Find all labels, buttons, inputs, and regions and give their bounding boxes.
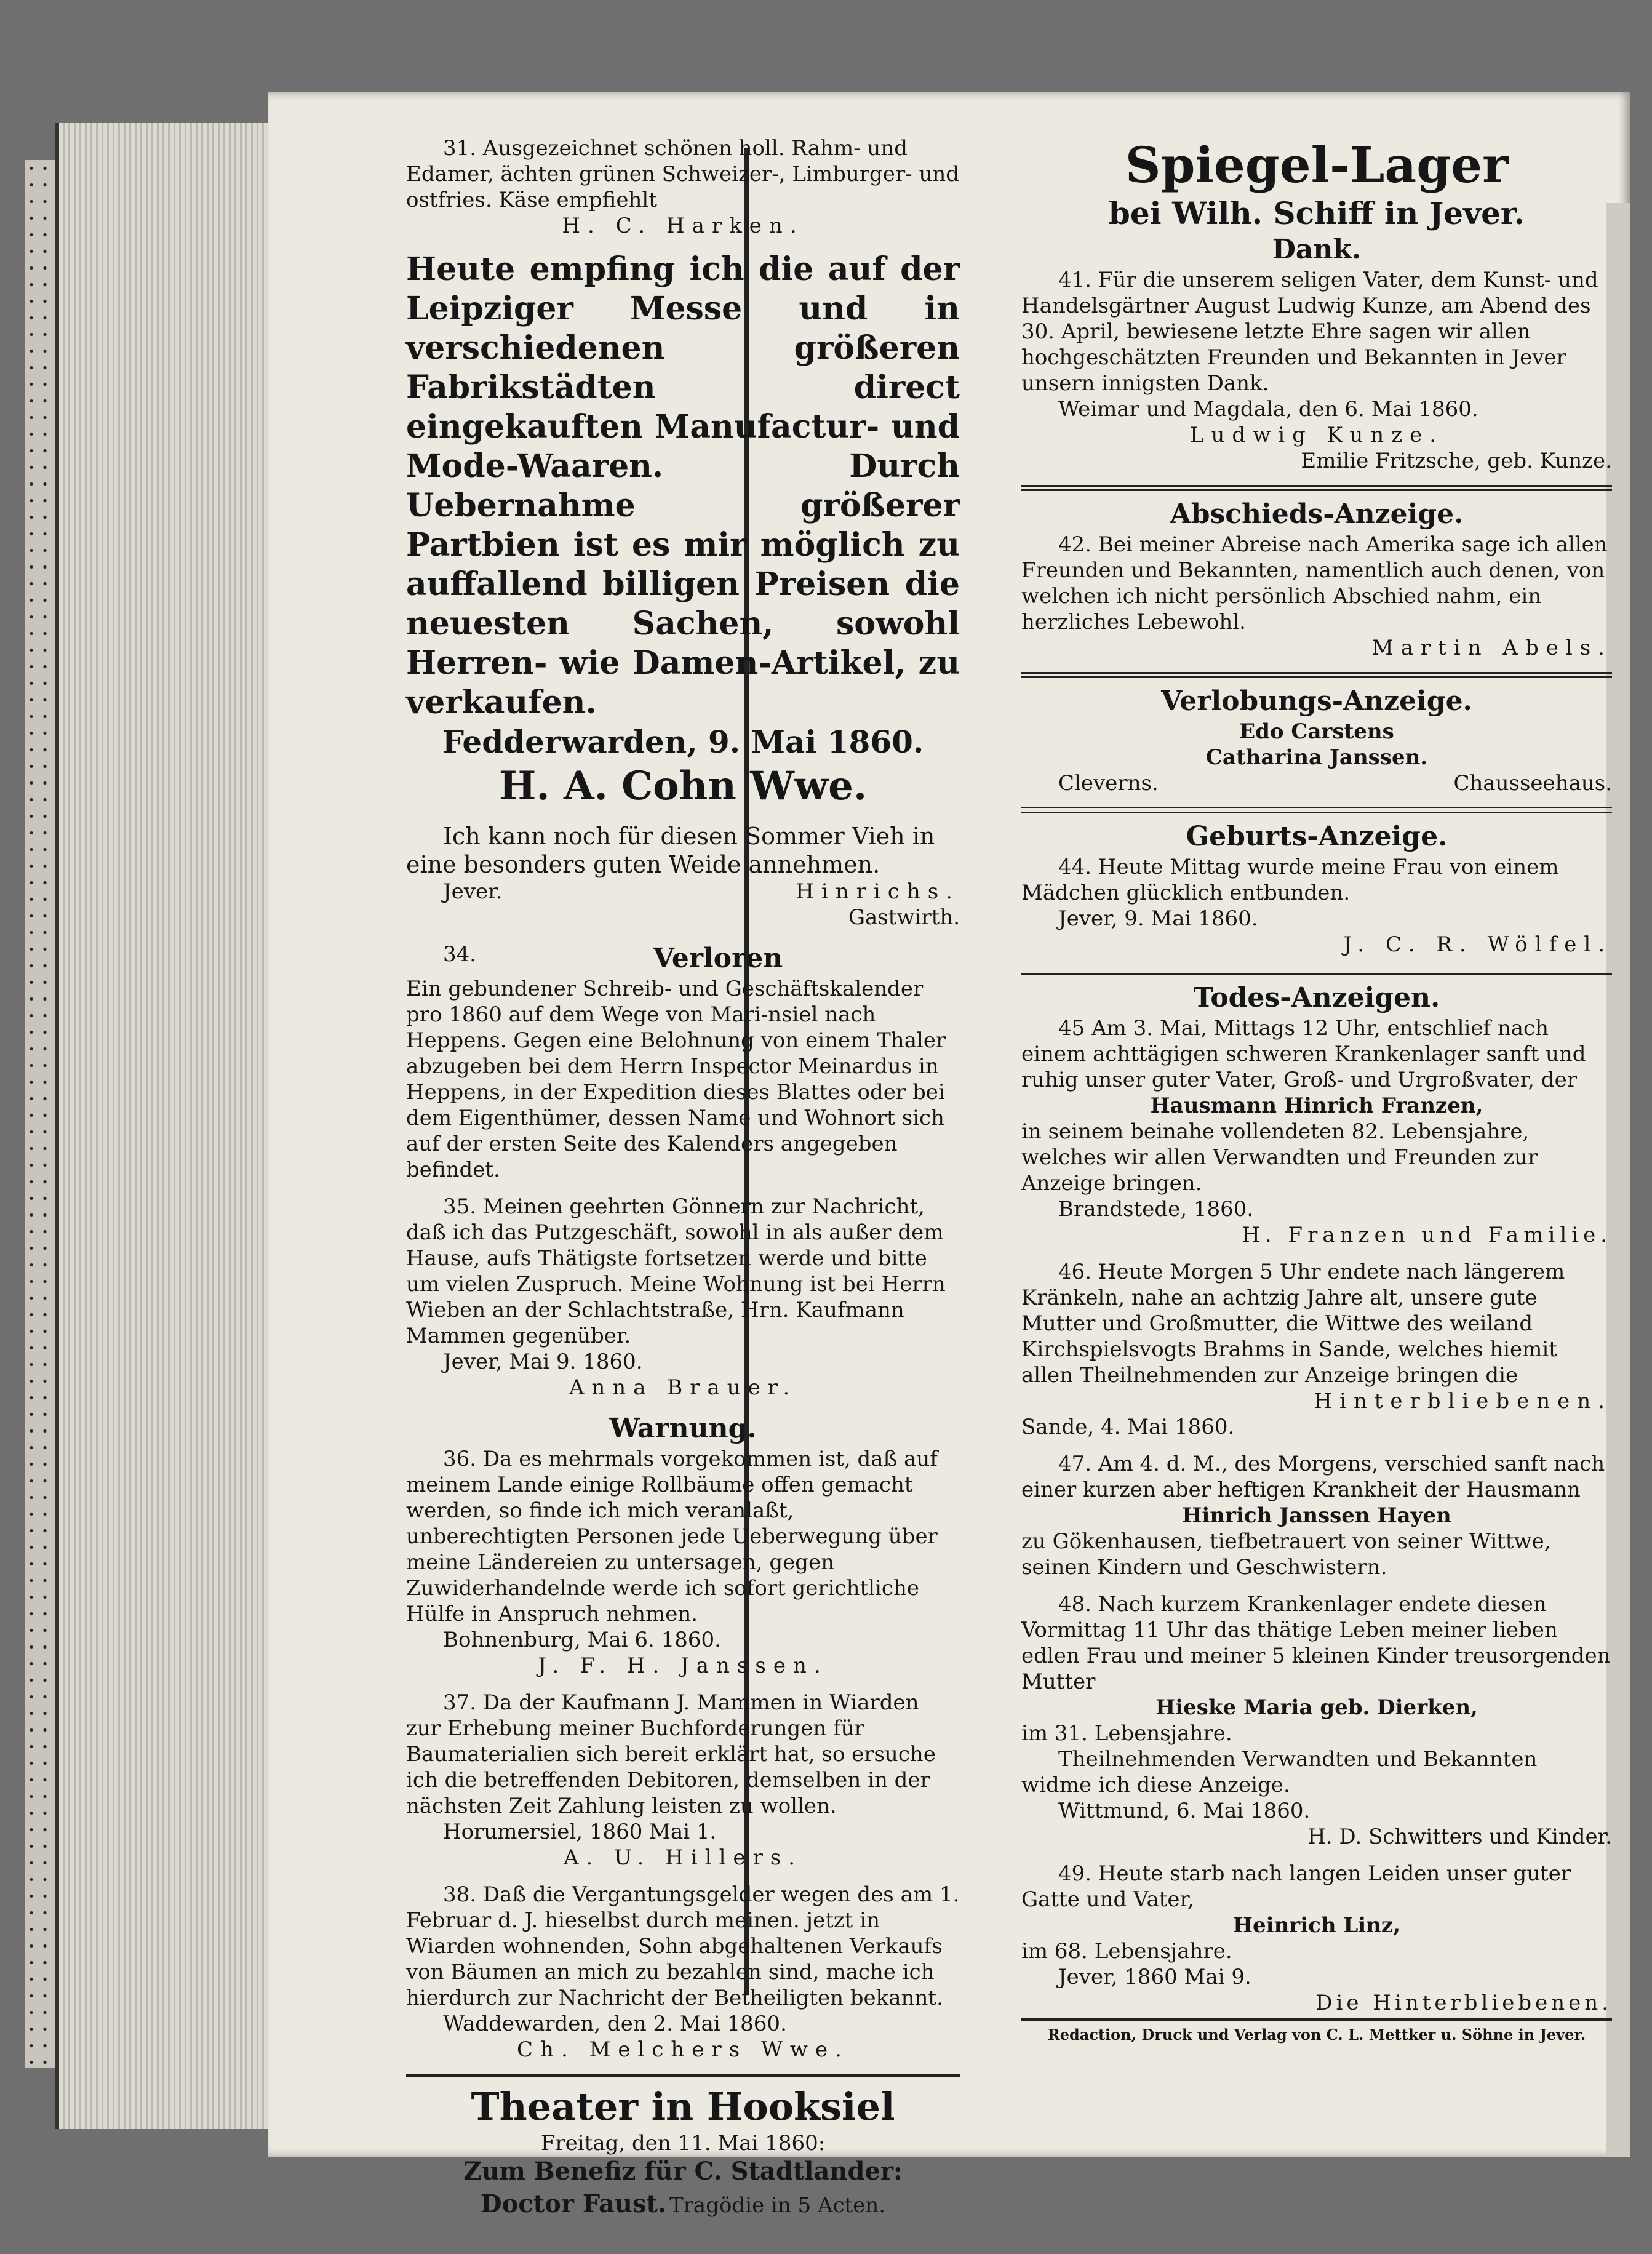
ad-38-date: Waddewarden, den 2. Mai 1860. [443,2012,787,2036]
ad-44-title: Geburts-Anzeige. [1186,821,1448,852]
ad-46-signature: Hinterbliebenen. [1314,1389,1612,1413]
ad-49-age: im 68. Lebensjahre. [1021,1939,1232,1964]
ad-49 [1021,1861,1612,2016]
ad-42-signature: Martin Abels. [1371,636,1612,660]
rule-verlobung [1021,807,1612,813]
ad-34-number: 34. [443,942,477,967]
ad-42-title: Abschieds-Anzeige. [1170,498,1464,530]
ad-34-title: Verloren [653,943,783,974]
ad-41-date: Weimar und Magdala, den 6. Mai 1860. [1058,397,1478,422]
ad-35-signature: Anna Brauer. [569,1375,797,1400]
rule-41 [1021,485,1612,491]
spiegel-subtitle: bei Wilh. Schiff in Jever. [1108,195,1525,231]
ad-vieh [406,822,960,930]
ad-36-signature: J. F. H. Janssen. [538,1653,828,1678]
ad-vieh-role: Gastwirth. [848,905,960,930]
ad-34-text: Ein gebundener Schreib- und Geschäftskalender pro 1860 auf dem Wege von Mari-nsiel nach Heppens. Gegen eine Belohnung von einem Thaler abzugeben bei dem Herrn Inspector Meinardus in Heppens, in der Expedition dieses Blattes oder bei dem Eigenthümer, dessen Name und Wohnort sich auf der ersten Seite des Kalenders angegeben befindet. [406,977,946,1182]
ad-38-text: 38. Daß die Vergantungsgelder wegen des am 1. Februar d. J. hieselbst durch meinen. jetzt in Wiarden wohnenden, Sohn abgehaltenen Verkaufs von Bäumen an mich zu bezahlen sind, mache ich hierdurch zur Nachricht der Betheiligten bekannt. [406,1882,960,2010]
theater-play-rest: Tragödie in 5 Acten. [669,2193,886,2218]
page-stack-edge [55,123,281,2129]
ad-46-date: Sande, 4. Mai 1860. [1021,1415,1235,1439]
ad-47 [1021,1451,1612,1580]
ad-theater [406,2084,960,2221]
ad-vieh-name: Hinrichs. [796,879,960,904]
ad-48-text: 48. Nach kurzem Krankenlager endete diesen Vormittag 11 Uhr das thätige Leben meiner lieben edlen Frau und meiner 5 kleinen Kinder treusorgenden Mutter [1021,1592,1611,1694]
ad-heute-text: Heute empfing ich die auf der Leipziger Messe und in verschiedenen größeren Fabrikstädten direct eingekauften Manufactur- und Mode-Waaren. Durch Uebernahme größerer Partbien ist es mir möglich zu auffallend billigen Preisen die neuesten Sachen, sowohl Herren- wie Damen-Artikel, zu verkaufen. [406,250,960,721]
ad-37 [406,1690,960,1871]
theater-play-line [406,2187,960,2221]
ad-45-signature: H. Franzen und Familie. [1242,1223,1612,1247]
ad-48-date: Wittmund, 6. Mai 1860. [1058,1799,1311,1823]
ad-34 [406,941,960,1183]
ad-45-date: Brandstede, 1860. [1058,1197,1254,1221]
ad-48-rest: Theilnehmenden Verwandten und Bekannten widme ich diese Anzeige. [1021,1747,1538,1797]
ad-36 [406,1412,960,1679]
ad-41-text: 41. Für die unserem seligen Vater, dem Kunst- und Handelsgärtner August Ludwig Kunze, am Abend des 30. April, bewiesene letzte Ehre sagen wir allen hochgeschätzten Freunden und Bekannten in Jever unsern innigsten Dank. [1021,268,1598,396]
ad-47-name: Hinrich Janssen Hayen [1182,1503,1451,1528]
ad-35-text: 35. Meinen geehrten Gönnern zur Nachricht, daß ich das Putzgeschäft, sowohl in als außer dem Hause, aufs Thätigste fortsetzen werde und bitte um vielen Zuspruch. Meine Wohnung ist bei Herrn Wieben an der Schlachtstraße, Hrn. Kaufmann Mammen gegenüber. [406,1194,946,1348]
ad-49-signature: Die Hinterbliebenen. [1315,1991,1612,2015]
ad-31-text: 31. Ausgezeichnet schönen holl. Rahm- und Edamer, ächten grünen Schweizer-, Limburger- und ostfries. Käse empfiehlt [406,136,960,212]
ad-49-date: Jever, 1860 Mai 9. [1058,1965,1251,1989]
ad-37-signature: A. U. Hillers. [563,1845,803,1870]
ad-35-date: Jever, Mai 9. 1860. [443,1349,643,1374]
ad-36-title: Warnung. [609,1413,757,1444]
ad-48 [1021,1591,1612,1850]
left-column [406,135,960,2232]
verlobung-name-2: Catharina Janssen. [1205,745,1428,770]
ad-44-signature: J. C. R. Wölfel. [1343,932,1612,957]
ad-47-text: 47. Am 4. d. M., des Morgens, verschied sanft nach einer kurzen aber heftigen Krankheit der Hausmann [1021,1452,1605,1502]
spiegel-title: Spiegel-Lager [1125,136,1509,194]
ad-48-age: im 31. Lebensjahre. [1021,1721,1232,1746]
ad-heute-firm: H. A. Cohn Wwe. [498,763,868,809]
rule-44 [1021,969,1612,975]
ad-46-text: 46. Heute Morgen 5 Uhr endete nach längerem Kränkeln, nahe an achtzig Jahre alt, unsere gute Mutter und Großmutter, die Wittwe des weiland Kirchspielsvogts Brahms in Sande, welches hiemit allen Theilnehmenden zur Anzeige bringen die [1021,1260,1565,1388]
ad-41-signature-2: Emilie Fritzsche, geb. Kunze. [1301,449,1612,473]
ad-44 [1021,820,1612,957]
verlobung-place-1: Cleverns. [1058,771,1159,796]
rule-theater [406,2074,960,2077]
ad-44-date: Jever, 9. Mai 1860. [1058,906,1258,931]
ad-48-signature: H. D. Schwitters und Kinder. [1307,1824,1612,1849]
ad-vieh-place: Jever. [443,879,503,904]
ad-37-text: 37. Da der Kaufmann J. Mammen in Wiarden zur Erhebung meiner Buchforderungen für Baumaterialien sich bereit erklärt hat, so ersuche ich die betreffenden Debitoren, demselben in der nächsten Zeit Zahlung leisten zu wollen. [406,1690,936,1818]
ad-36-date: Bohnenburg, Mai 6. 1860. [443,1628,721,1652]
ad-38-signature: Ch. Melchers Wwe. [517,2037,849,2062]
ad-45-text: 45 Am 3. Mai, Mittags 12 Uhr, entschlief nach einem achttägigen schweren Krankenlager sanft und ruhig unser guter Vater, Groß- und Urgroßvater, der [1021,1016,1586,1092]
ad-35 [406,1194,960,1401]
ad-41 [1021,233,1612,474]
theater-benefiz: Zum Benefiz für C. Stadtlander: [463,2157,903,2186]
theater-title: Theater in Hooksiel [471,2084,895,2129]
ad-49-text: 49. Heute starb nach langen Leiden unser guter Gatte und Vater, [1021,1861,1571,1912]
ad-heute [406,250,960,811]
ad-48-name: Hieske Maria geb. Dierken, [1155,1695,1478,1720]
ad-41-signature-1: Ludwig Kunze. [1189,423,1444,447]
ad-31-signature: H. C. Harken. [562,214,804,238]
ad-49-name: Heinrich Linz, [1232,1913,1401,1938]
theater-date: Freitag, den 11. Mai 1860: [540,2131,826,2156]
rule-42 [1021,672,1612,678]
ad-36-text: 36. Da es mehrmals vorgekommen ist, daß auf meinem Lande einige Rollbäume offen gemacht werden, so finde ich mich veranlaßt, unberechtigten Personen jede Ueberwegung über meine Ländereien zu untersagen, gegen Zuwiderhandelnde werde ich sofort gerichtliche Hülfe in Anspruch nehmen. [406,1447,938,1626]
ad-45 [1021,1015,1612,1248]
right-column [1021,135,1612,2027]
ad-41-title: Dank. [1272,234,1362,265]
ad-31 [406,135,960,239]
ad-38 [406,1882,960,2063]
ad-44-text: 44. Heute Mittag wurde meine Frau von einem Mädchen glücklich entbunden. [1021,855,1559,905]
ad-heute-date: Fedderwarden, 9. Mai 1860. [442,724,924,760]
ad-42 [1021,497,1612,661]
todes-title: Todes-Anzeigen. [1193,982,1440,1013]
verlobung-title: Verlobungs-Anzeige. [1161,685,1472,717]
ad-vieh-text: Ich kann noch für diesen Sommer Vieh in eine besonders guten Weide annehmen. [406,823,935,878]
imprint-footer: Redaction, Druck und Verlag von C. L. Mettker u. Söhne in Jever. [1021,2018,1612,2044]
ad-37-date: Horumersiel, 1860 Mai 1. [443,1820,717,1844]
ad-46 [1021,1259,1612,1440]
ad-42-text: 42. Bei meiner Abreise nach Amerika sage ich allen Freunden und Bekannten, namentlich auch denen, von welchen ich nicht persönlich Abschied nahm, ein herzliches Lebewohl. [1021,532,1608,634]
ad-47-rest: zu Gökenhausen, tiefbetrauert von seiner Wittwe, seinen Kindern und Geschwistern. [1021,1529,1551,1580]
ad-45-name: Hausmann Hinrich Franzen, [1150,1093,1483,1118]
ad-verlobung [1021,684,1612,796]
verlobung-name-1: Edo Carstens [1239,719,1394,744]
ad-45-rest: in seinem beinahe vollendeten 82. Lebensjahre, welches wir allen Verwandten und Freunden zur Anzeige bringen. [1021,1119,1538,1196]
verlobung-place-2: Chausseehaus. [1453,771,1612,796]
theater-play: Doctor Faust. [480,2189,666,2218]
